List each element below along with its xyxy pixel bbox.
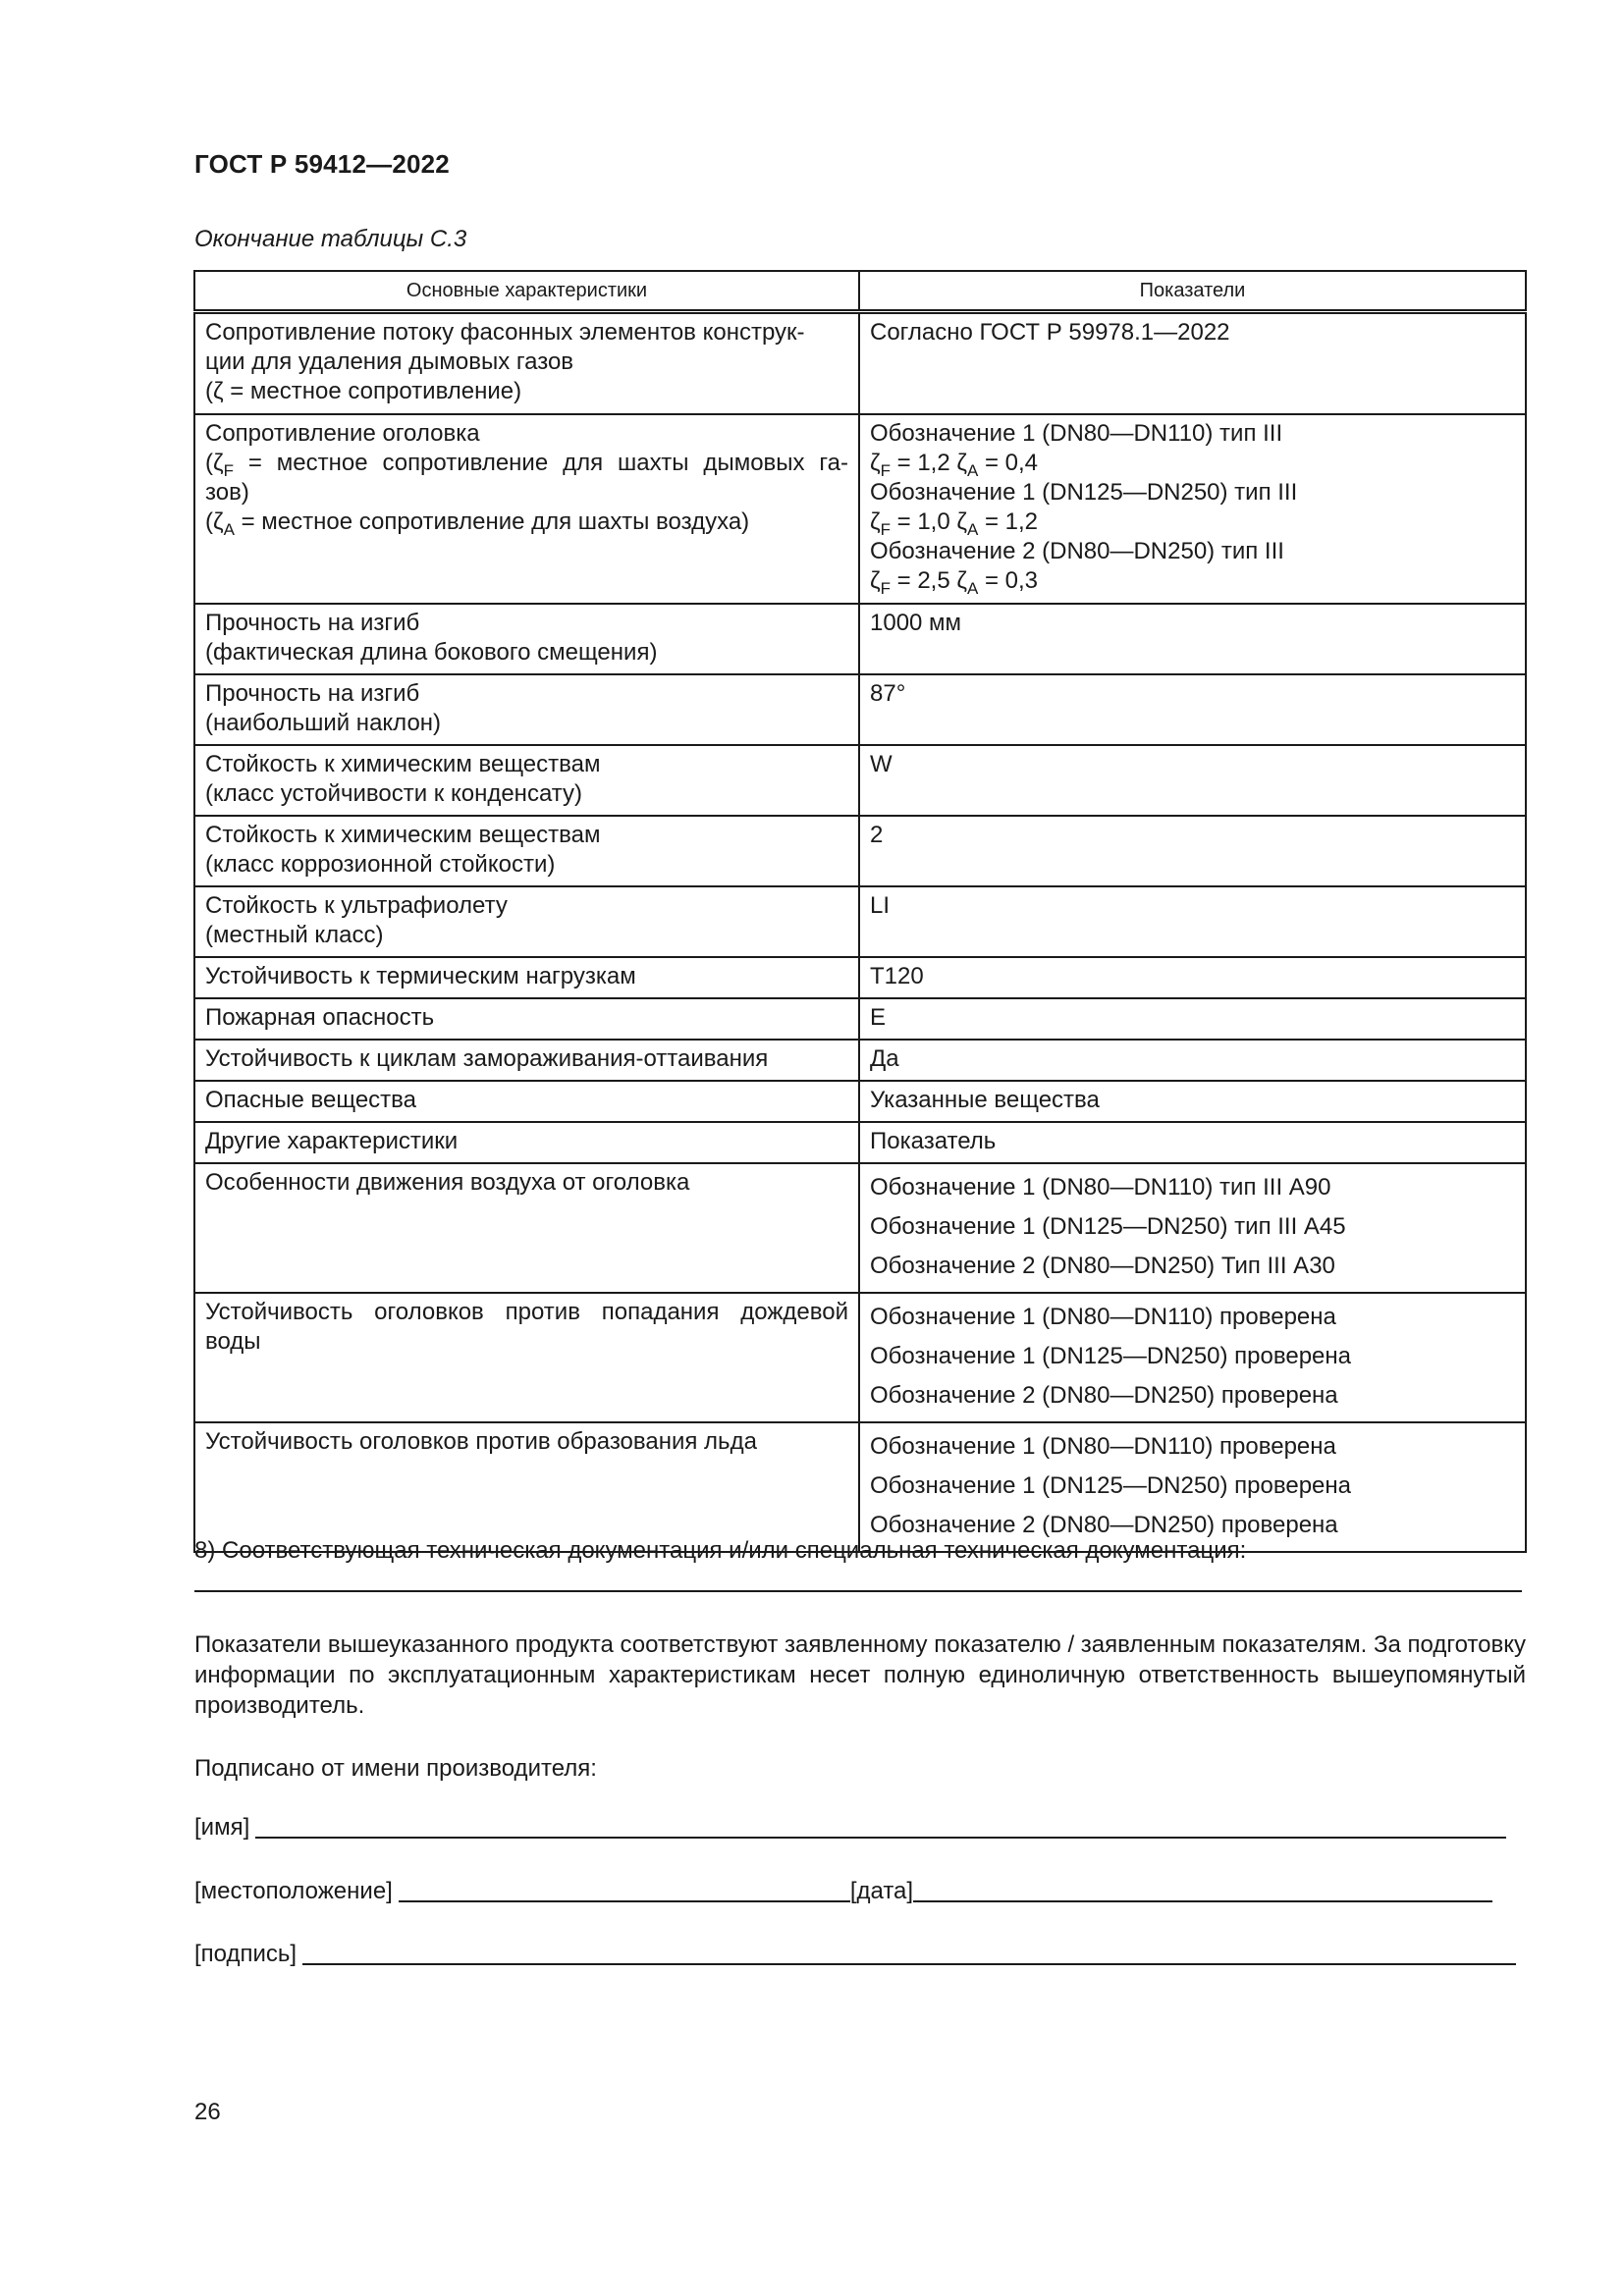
responsibility-paragraph: Показатели вышеуказанного продукта соответствуют заявленному показателю / заявленным показателям. За подготовку информации по эксплуатационным характеристикам несет полную единоличную ответственность вышеупомянутый производитель. xyxy=(194,1631,1526,1719)
location-label: [местоположение] xyxy=(194,1878,393,1904)
indicator-cell: Обозначение 1 (DN80—DN110) проверена Обозначение 1 (DN125—DN250) проверена Обозначение 2 (DN80—DN250) проверена xyxy=(859,1293,1526,1422)
date-line xyxy=(913,1900,1492,1902)
table-row xyxy=(194,816,1526,886)
table-row xyxy=(194,886,1526,957)
signature-label: [подпись] xyxy=(194,1941,298,1967)
characteristic-cell: Стойкость к химическим веществам (класс устойчивости к конденсату) xyxy=(194,745,859,816)
document-header: ГОСТ Р 59412—2022 xyxy=(194,149,450,179)
characteristic-cell: Устойчивость к термическим нагрузкам xyxy=(194,957,859,998)
signature-line xyxy=(302,1963,1516,1965)
indicator-cell: 1000 мм xyxy=(859,604,1526,674)
characteristic-cell: Стойкость к химическим веществам (класс коррозионной стойкости) xyxy=(194,816,859,886)
table-row xyxy=(194,998,1526,1040)
indicator-cell: Обозначение 1 (DN80—DN110) проверена Обозначение 1 (DN125—DN250) проверена Обозначение 2 (DN80—DN250) проверена xyxy=(859,1422,1526,1552)
table-row xyxy=(194,957,1526,998)
column-header-characteristics: Основные характеристики xyxy=(194,271,859,312)
indicator-cell: T120 xyxy=(859,957,1526,998)
characteristic-cell: Пожарная опасность xyxy=(194,998,859,1040)
characteristic-cell: Другие характеристики xyxy=(194,1122,859,1163)
characteristic-cell: Сопротивление оголовка ($\zeta_F$ = местное сопротивление для шахты дымовых га- зов) ($\zeta_A$ = местное сопротивление для шахты воздуха) xyxy=(194,414,859,604)
table-caption: Окончание таблицы С.3 xyxy=(194,226,467,252)
indicator-cell: Показатель xyxy=(859,1122,1526,1163)
characteristic-cell: Устойчивость оголовков против попадания дождевой воды xyxy=(194,1293,859,1422)
indicator-cell: Обозначение 1 (DN80—DN110) тип III А90 Обозначение 1 (DN125—DN250) тип III А45 Обозначение 2 (DN80—DN250) Тип III А30 xyxy=(859,1163,1526,1293)
date-label: [дата] xyxy=(849,1878,914,1904)
indicator-cell: 87° xyxy=(859,674,1526,745)
characteristic-cell: Устойчивость к циклам замораживания-оттаивания xyxy=(194,1040,859,1081)
documentation-note: 8) Соответствующая техническая документация и/или специальная техническая документация: xyxy=(194,1537,1247,1564)
indicator-cell: LI xyxy=(859,886,1526,957)
table-row xyxy=(194,1163,1526,1293)
signed-label: Подписано от имени производителя: xyxy=(194,1755,597,1782)
table-row xyxy=(194,414,1526,604)
table-row xyxy=(194,604,1526,674)
location-line xyxy=(399,1900,850,1902)
indicator-cell: Да xyxy=(859,1040,1526,1081)
characteristic-cell: Прочность на изгиб (наибольший наклон) xyxy=(194,674,859,745)
name-line xyxy=(255,1837,1506,1839)
characteristic-cell: Стойкость к ультрафиолету (местный класс) xyxy=(194,886,859,957)
indicator-cell: Согласно ГОСТ Р 59978.1—2022 xyxy=(859,312,1526,414)
documentation-blank-line xyxy=(194,1590,1522,1592)
name-label: [имя] xyxy=(194,1814,250,1841)
name-field[interactable] xyxy=(194,1814,1506,1842)
location-date-field[interactable] xyxy=(194,1878,1492,1905)
characteristic-cell: Особенности движения воздуха от оголовка xyxy=(194,1163,859,1293)
table-row xyxy=(194,1081,1526,1122)
characteristic-cell: Устойчивость оголовков против образования льда xyxy=(194,1422,859,1552)
signature-field[interactable] xyxy=(194,1941,1516,1968)
characteristic-cell: Прочность на изгиб (фактическая длина бокового смещения) xyxy=(194,604,859,674)
indicator-cell: 2 xyxy=(859,816,1526,886)
table-row xyxy=(194,1293,1526,1422)
characteristic-cell: Сопротивление потоку фасонных элементов конструк- ции для удаления дымовых газов (ζ = местное сопротивление) xyxy=(194,312,859,414)
indicator-cell: E xyxy=(859,998,1526,1040)
page-number: 26 xyxy=(194,2099,221,2125)
indicator-cell: Указанные вещества xyxy=(859,1081,1526,1122)
table-row xyxy=(194,745,1526,816)
table-row xyxy=(194,1422,1526,1552)
indicator-cell: Обозначение 1 (DN80—DN110) тип III $\zeta_F = 1,2$ $\zeta_A = 0,4$ Обозначение 1 (DN125—DN250) тип III $\zeta_F = 1,0$ $\zeta_A = 1,2$ Обозначение 2 (DN80—DN250) тип III $\zeta_F = 2,5$ $\zeta_A = 0,3$ xyxy=(859,414,1526,604)
characteristics-table xyxy=(193,270,1527,1553)
table-row xyxy=(194,312,1526,414)
column-header-indicators: Показатели xyxy=(859,271,1526,312)
table-row xyxy=(194,1040,1526,1081)
indicator-cell: W xyxy=(859,745,1526,816)
table-row xyxy=(194,1122,1526,1163)
table-row xyxy=(194,674,1526,745)
characteristic-cell: Опасные вещества xyxy=(194,1081,859,1122)
table-header-row xyxy=(194,271,1526,312)
